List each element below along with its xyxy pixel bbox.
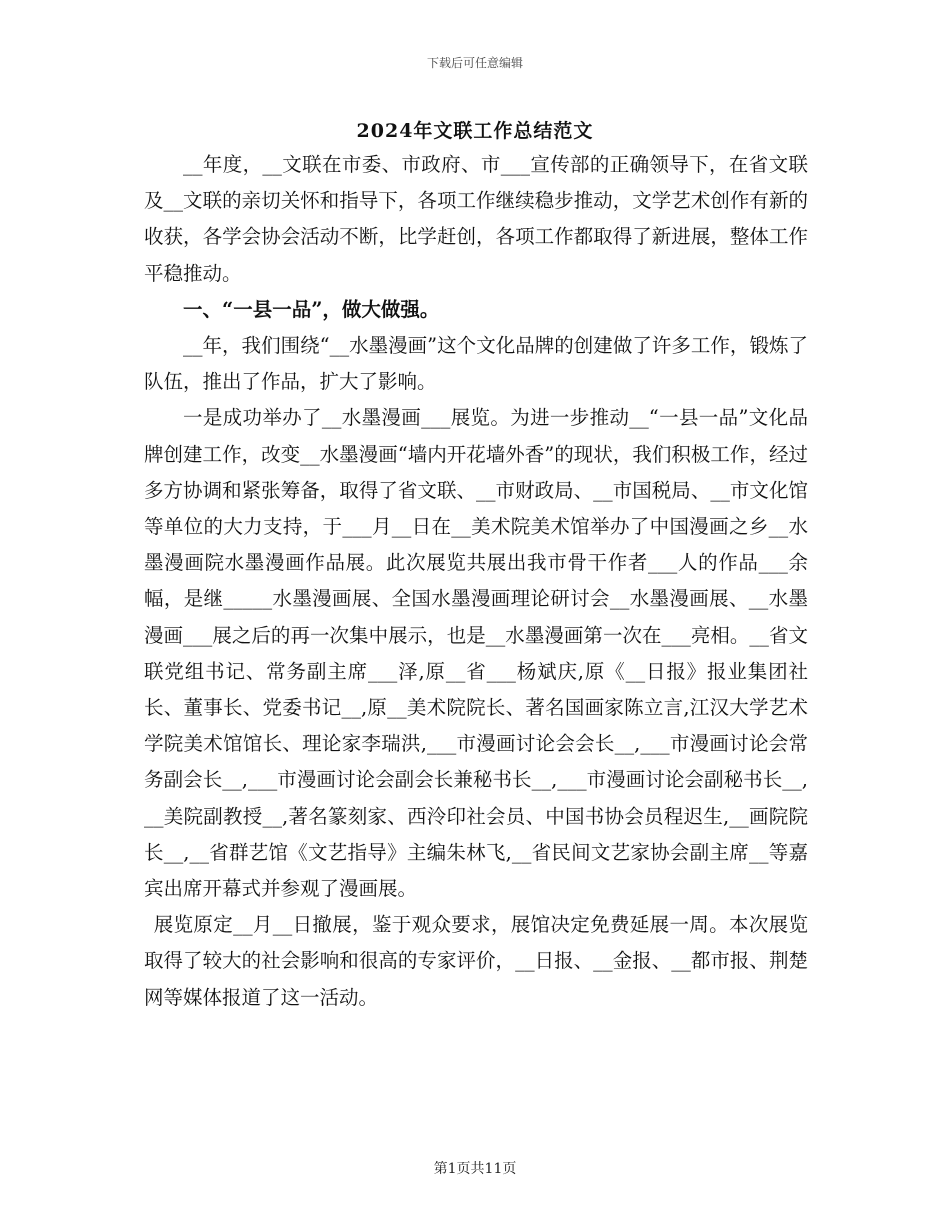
- document-title: 2024年文联工作总结范文: [356, 120, 594, 142]
- page-header-note: 下载后可任意编辑: [426, 56, 523, 70]
- paragraph-exhibition: 一是成功举办了__水墨漫画___展览。为进一步推动__“一县一品”文化品牌创建工作，改变__水墨漫画“墙内开花墙外香”的现状，我们积极工作，经过多方协调和紧张筹备，取得了省文联、__市财政局、__市国税局、__市文化馆等单位的大力支持，于___月__日在__美术院美术馆举办了中国漫画之乡__水墨漫画院水墨漫画作品展。此次展览共展出我市骨干作者___人的作品___余幅，是继_____水墨漫画展、全国水墨漫画理论研讨会__水墨漫画展、__水墨漫画___展之后的再一次集中展示，也是__水墨漫画第一次在___亮相。__省文联党组书记、常务副主席___泽,原__省___杨斌庆,原《__日报》报业集团社长、董事长、党委书记__,原__美术院院长、著名国画家陈立言,江汉大学艺术学院美术馆馆长、理论家李瑞洪,___市漫画讨论会会长__,___市漫画讨论会常务副会长__,___市漫画讨论会副会长兼秘书长__,___市漫画讨论会副秘书长__,__美院副教授__,著名篆刻家、西泠印社会员、中国书协会员程迟生,__画院院长__,__省群艺馆《文艺指导》主编朱林飞,__省民间文艺家协会副主席__等嘉宾出席开幕式并参观了漫画展。: [144, 406, 808, 901]
- paragraph-intro: __年度，__文联在市委、市政府、市___宣传部的正确领导下，在省文联及__文联的亲切关怀和指导下，各项工作继续稳步推动，文学艺术创作有新的收获，各学会协会活动不断，比学赶创，各项工作都取得了新进展，整体工作平稳推动。: [144, 153, 808, 285]
- document-body: [144, 147, 808, 1016]
- paragraph-extension: 展览原定__月__日撤展，鉴于观众要求，展馆决定免费延展一周。本次展览取得了较大的社会影响和很高的专家评价，__日报、__金报、__都市报、荆楚网等媒体报道了这一活动。: [144, 913, 808, 1009]
- section-heading: 一、“一县一品”，做大做强。: [183, 297, 440, 321]
- page-number: 第1页共11页: [433, 1161, 517, 1177]
- paragraph-overview: __年，我们围绕“__水墨漫画”这个文化品牌的创建做了许多工作，锻炼了队伍，推出了作品，扩大了影响。: [144, 334, 808, 394]
